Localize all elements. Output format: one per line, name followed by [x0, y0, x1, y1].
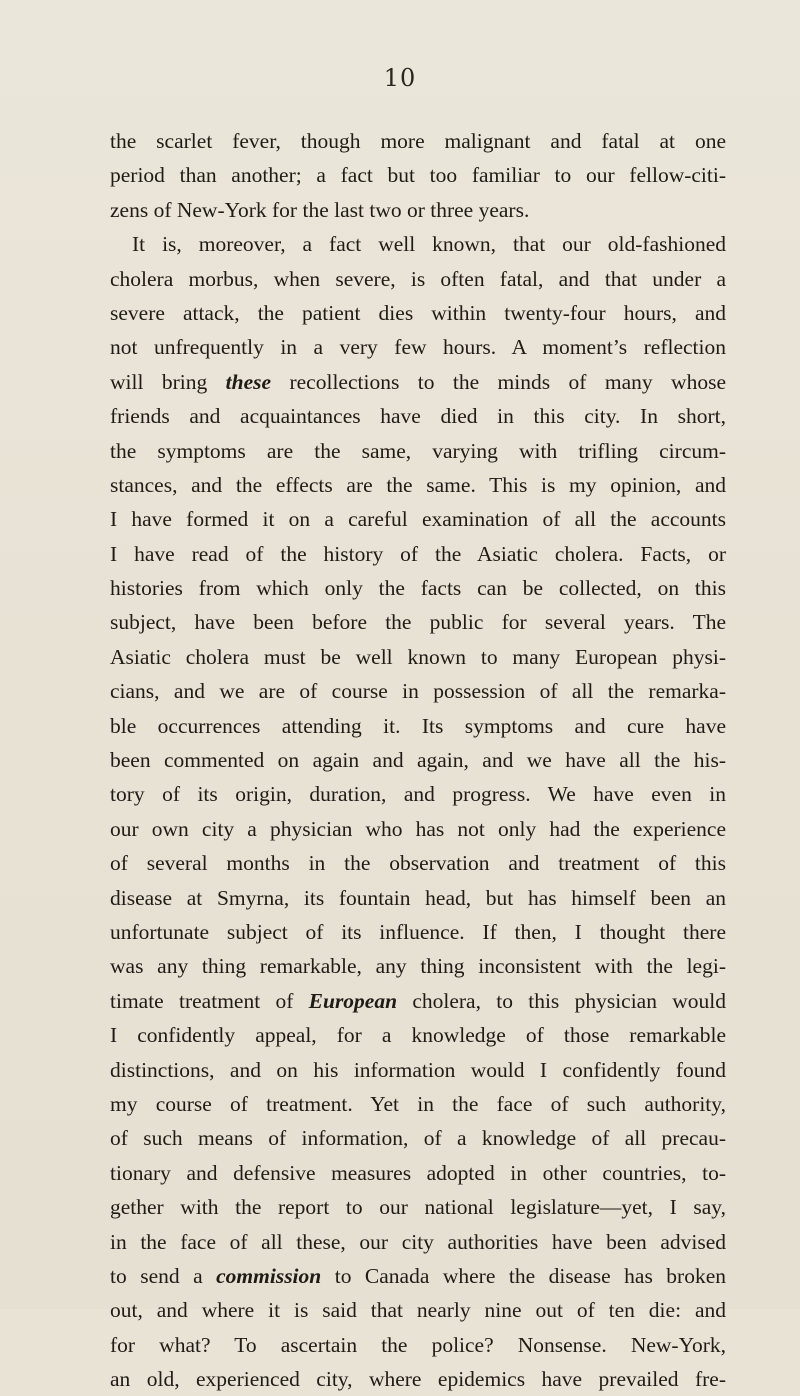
text-line: tory of its origin, duration, and progress. We have even in [110, 782, 726, 807]
text-line: severe attack, the patient dies within twenty-four hours, and [110, 300, 726, 325]
text-line: an old, experienced city, where epidemics have prevailed fre- [110, 1367, 726, 1392]
text-line: to send a commission to Canada where the disease has broken [110, 1263, 726, 1288]
text-line: It is, moreover, a fact well known, that our old-fashioned [132, 232, 726, 257]
emphasis-word: commission [216, 1263, 322, 1288]
page-number: 10 [383, 64, 417, 92]
text-line: for what? To ascertain the police? Nonsense. New-York, [110, 1332, 726, 1357]
text-line: histories from which only the facts can be collected, on this [110, 576, 726, 601]
text-line: will bring these recollections to the minds of many whose [110, 369, 726, 394]
text-line: been commented on again and again, and we have all the his- [110, 748, 726, 773]
text-line: I have read of the history of the Asiatic cholera. Facts, or [110, 541, 726, 566]
text-line: stances, and the effects are the same. This is my opinion, and [110, 472, 726, 497]
text-line: was any thing remarkable, any thing inconsistent with the legi- [110, 954, 726, 979]
text-line: period than another; a fact but too familiar to our fellow-citi- [110, 163, 726, 188]
text-line: disease at Smyrna, its fountain head, but has himself been an [110, 885, 726, 910]
text-line: of several months in the observation and treatment of this [110, 851, 726, 876]
text-line: Asiatic cholera must be well known to many European physi- [110, 644, 726, 669]
emphasis-word: these [225, 369, 272, 394]
text-line: the scarlet fever, though more malignant and fatal at one [110, 129, 726, 153]
text-line: subject, have been before the public for several years. The [110, 610, 726, 635]
text-line: out, and where it is said that nearly nine out of ten die: and [110, 1298, 726, 1323]
text-line: distinctions, and on his information would I confidently found [110, 1057, 726, 1082]
text-line: gether with the report to our national legislature—yet, I say, [110, 1195, 726, 1220]
text-line: our own city a physician who has not only had the experience [110, 816, 726, 841]
text-line: unfortunate subject of its influence. If then, I thought there [110, 919, 726, 944]
text-line: tionary and defensive measures adopted in other countries, to- [110, 1160, 726, 1185]
text-line: ble occurrences attending it. Its symptoms and cure have [110, 713, 726, 738]
text-line: not unfrequently in a very few hours. A moment’s reflection [110, 335, 726, 360]
text-line: zens of New-York for the last two or three years. [110, 197, 530, 222]
text-line: I have formed it on a careful examination of all the accounts [110, 507, 726, 532]
text-line: my course of treatment. Yet in the face of such authority, [110, 1091, 726, 1116]
text-line: friends and acquaintances have died in this city. In short, [110, 404, 726, 429]
text-line: timate treatment of European cholera, to this physician would [110, 988, 726, 1013]
text-line: the symptoms are the same, varying with trifling circum- [110, 438, 726, 463]
body-text [110, 124, 726, 1396]
text-line: of such means of information, of a knowledge of all precau- [110, 1126, 726, 1151]
text-line: cholera morbus, when severe, is often fatal, and that under a [110, 266, 726, 291]
text-line: in the face of all these, our city authorities have been advised [110, 1229, 726, 1254]
text-line: I confidently appeal, for a knowledge of those remarkable [110, 1023, 726, 1048]
emphasis-word: European [308, 988, 398, 1013]
text-line: cians, and we are of course in possession of all the remarka- [110, 679, 726, 704]
